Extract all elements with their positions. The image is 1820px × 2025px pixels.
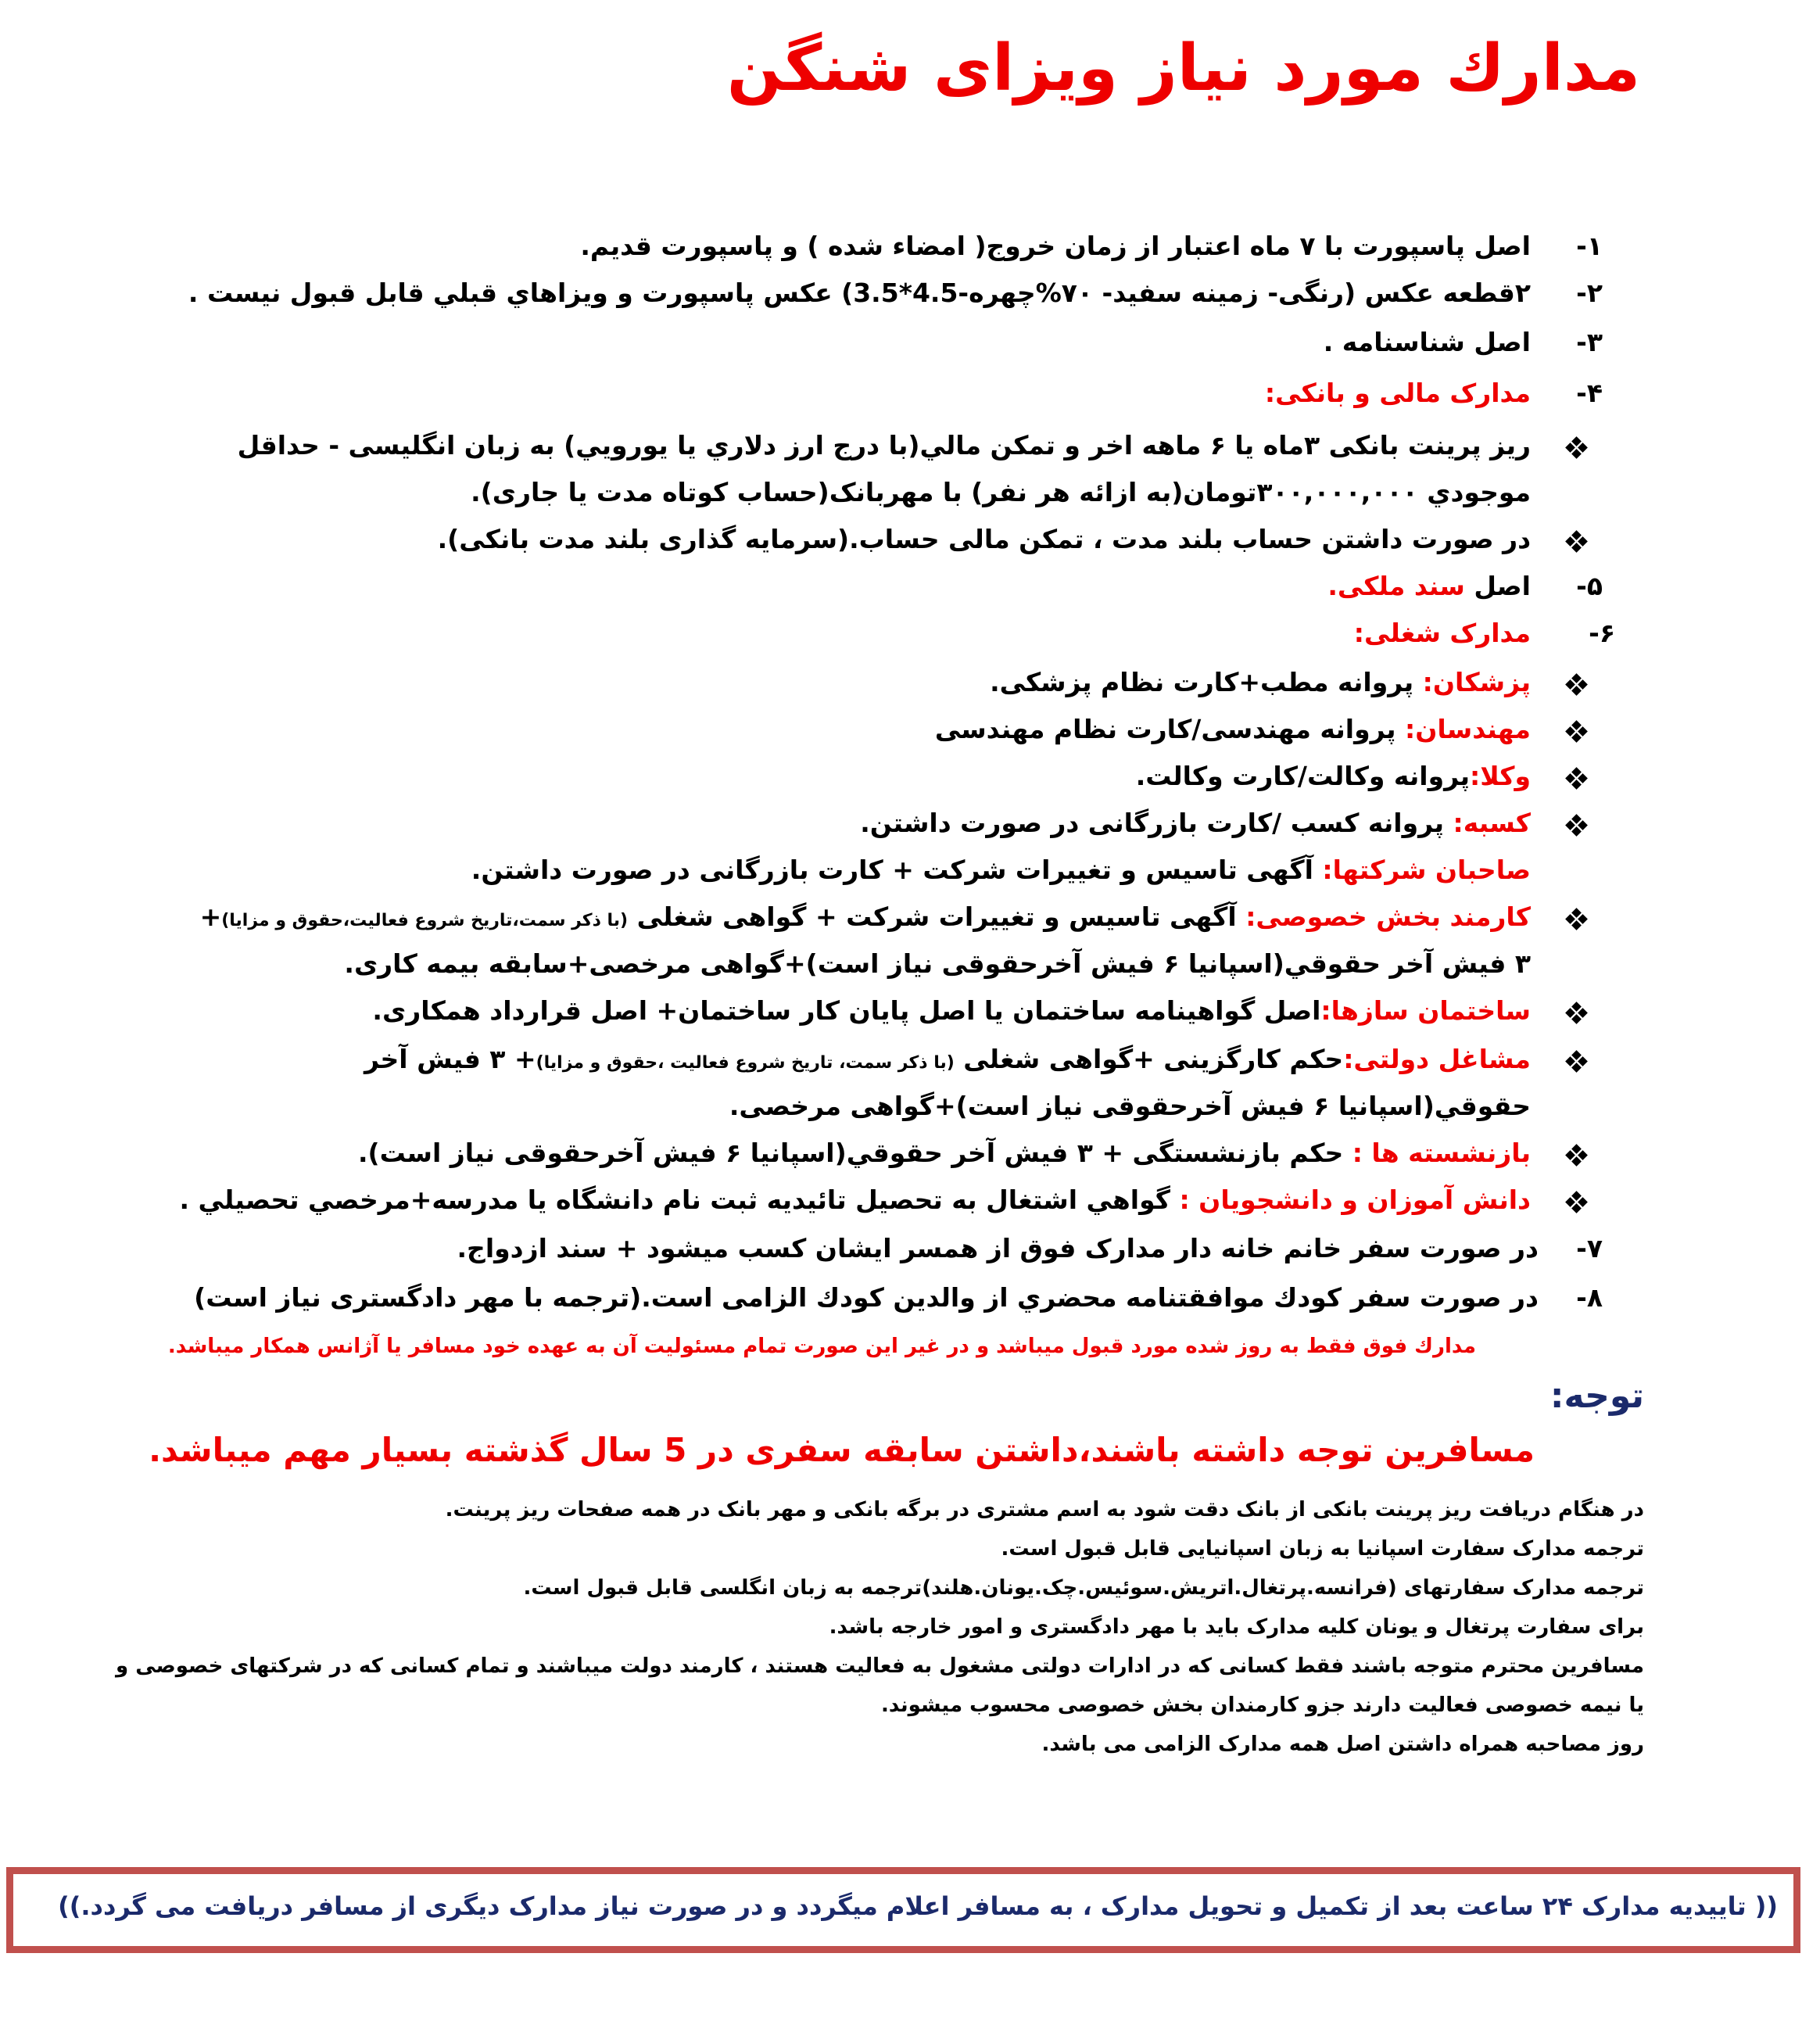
occupation-text: آگهی تاسيس و تغييرات شرکت + کارت بازرگانی در صورت داشتن. <box>471 855 1323 885</box>
note-line: ترجمه مدارک سفارت اسپانيا به زبان اسپانيايی قابل قبول است. <box>1001 1537 1644 1561</box>
occupation-label: کسبه: <box>1453 808 1531 838</box>
occupation-detail: (با ذکر سمت،تاریخ شروع فعالیت،حقوق و مزايا) <box>221 911 629 930</box>
occupation-text: گواهي اشتغال به تحصيل تائيديه ثبت نام دانشگاه يا مدرسه+مرخصي تحصيلي . <box>179 1185 1180 1215</box>
note-label: توجه: <box>1550 1376 1644 1416</box>
occupation-company-owners <box>471 855 1531 886</box>
item-birth-certificate: اصل شناسنامه . <box>1323 327 1531 357</box>
occupation-text: پروانه وکالت/کارت وکالت. <box>1135 761 1471 791</box>
occupation-text: اصل گواهينامه ساختمان يا اصل پايان کار ساختمان+ اصل قرارداد همکاری. <box>372 995 1321 1026</box>
occupation-builders <box>372 995 1531 1027</box>
diamond-bullet-icon <box>1567 909 1587 930</box>
item-number: ۷- <box>1576 1233 1603 1263</box>
item-photos: ۲قطعه عکس (رنگی- زمینه سفید- ۷۰%چهره-4.5*3.5) عکس پاسپورت و ويزاهاي قبلي قابل قبول نيست . <box>188 278 1531 308</box>
item-property-deed-prefix: اصل <box>1464 571 1531 601</box>
occupation-label: ساختمان سازها: <box>1320 995 1531 1026</box>
note-headline: مسافرين توجه داشته باشند،داشتن سابقه سفری در 5 سال گذشته بسيار مهم ميباشد. <box>149 1431 1535 1469</box>
occupation-lawyers <box>1136 761 1531 792</box>
diamond-bullet-icon <box>1567 1003 1587 1023</box>
item-passport: اصل پاسپورت با ۷ ماه اعتبار از زمان خروج( امضاء شده ) و پاسپورت قديم. <box>580 231 1531 261</box>
section-heading-financial: مدارک مالی و بانکی: <box>1264 378 1531 408</box>
occupation-label: مهندسان: <box>1405 714 1531 744</box>
occupation-engineers <box>935 714 1531 745</box>
item-property-deed-highlight: سند ملکی. <box>1327 571 1465 601</box>
item-child: در صورت سفر کودك موافقتنامه محضري از والدين کودك الزامی است.(ترجمه با مهر دادگستری نياز است) <box>194 1282 1539 1313</box>
diamond-bullet-icon <box>1567 1052 1587 1072</box>
occupation-tail: + <box>199 901 222 932</box>
item-housewife: در صورت سفر خانم خانه دار مدارک فوق از همسر ايشان کسب ميشود + سند ازدواج. <box>457 1233 1539 1263</box>
occupation-text: آگهی تاسيس و تغييرات شرکت + گواهی شغلی <box>628 901 1246 932</box>
occupation-detail: (با ذکر سمت، تاریخ شروع فعالیت ،حقوق و مزايا) <box>536 1053 955 1073</box>
item-number: ۴- <box>1576 378 1603 408</box>
occupation-text: پروانه مطب+کارت نظام پزشکی. <box>990 667 1423 697</box>
note-line: ترجمه مدارک سفارتهای (فرانسه.پرتغال.اتريش.سوئيس.چک.يونان.هلند)ترجمه به زبان انگلسی قابل قبول است. <box>523 1576 1644 1600</box>
occupation-label: وکلا: <box>1470 761 1531 791</box>
validity-warning: مدارك فوق فقط به روز شده مورد قبول ميباشد و در غير اين صورت تمام مسئوليت آن به عهده خود مسافر يا آژانس همكار ميباشد. <box>167 1335 1476 1358</box>
item-number: ۳- <box>1576 327 1603 357</box>
occupation-label: مشاغل دولتی: <box>1343 1044 1531 1074</box>
note-line: در هنگام دريافت ريز پرينت بانکی از بانک دقت شود به اسم مشتری در برگه بانکی و مهر بانک در همه صفحات ريز پرينت. <box>445 1498 1644 1521</box>
diamond-bullet-icon <box>1567 769 1587 789</box>
note-line: روز مصاحبه همراه داشتن اصل همه مدارک الزامی می باشد. <box>1041 1733 1644 1756</box>
diamond-bullet-icon <box>1567 532 1587 552</box>
section-heading-occupation: مدارک شغلی: <box>1353 618 1531 648</box>
occupation-government-line2: حقوقي(اسپانيا ۶ فيش آخرحقوقی نياز است)+گواهی مرخصی. <box>729 1091 1531 1121</box>
occupation-merchants <box>860 808 1531 839</box>
financial-bank-statement-line2: موجودي ۳۰۰,۰۰۰,۰۰۰تومان(به ازائه هر نفر) با مهربانک(حساب کوتاه مدت يا جاری). <box>471 477 1531 507</box>
occupation-text: پروانه کسب /کارت بازرگانی در صورت داشتن. <box>860 808 1453 838</box>
page-title: مدارك مورد نياز ويزای شنگن <box>726 31 1640 106</box>
item-number: ۱- <box>1576 231 1603 261</box>
item-number: ۲- <box>1576 278 1603 308</box>
occupation-label: کارمند بخش خصوصی: <box>1245 901 1531 932</box>
diamond-bullet-icon <box>1567 722 1587 742</box>
diamond-bullet-icon <box>1567 815 1587 836</box>
occupation-label: دانش آموزان و دانشجويان : <box>1179 1185 1531 1215</box>
item-property-deed <box>1327 571 1531 602</box>
item-number: ۶- <box>1589 618 1615 648</box>
occupation-tail: + ۳ فيش آخر <box>364 1044 536 1074</box>
financial-bank-statement-line1: ريز پرينت بانکی ۳ماه يا ۶ ماهه اخر و تمکن مالي(با درج ارز دلاري يا يورويي) به زبان انگليسی - حداقل <box>237 430 1531 461</box>
occupation-label: پزشکان: <box>1422 667 1531 697</box>
diamond-bullet-icon <box>1567 1192 1587 1213</box>
diamond-bullet-icon <box>1567 675 1587 695</box>
occupation-label: صاحبان شرکتها: <box>1322 855 1531 885</box>
diamond-bullet-icon <box>1567 1145 1587 1166</box>
occupation-government-line1 <box>364 1044 1531 1079</box>
occupation-students <box>180 1185 1531 1216</box>
occupation-text: پروانه مهندسی/کارت نظام مهندسی <box>934 714 1406 744</box>
item-number: ۸- <box>1576 1282 1603 1313</box>
occupation-private-employee-line2: ۳ فيش آخر حقوقي(اسپانيا ۶ فيش آخرحقوقی نياز است)+گواهی مرخصی+سابقه بيمه کاری. <box>344 948 1531 979</box>
note-line: برای سفارت پرتغال و يونان کليه مدارک بايد با مهر دادگستری و امور خارجه باشد. <box>829 1615 1644 1639</box>
occupation-text: حکم بازنشستگی + ۳ فيش آخر حقوقي(اسپانيا ۶ فيش آخرحقوقی نياز است). <box>358 1138 1352 1168</box>
occupation-label: بازنشسته ها : <box>1352 1138 1531 1168</box>
confirmation-notice-text: (( تاييديه مدارک ۲۴ ساعت بعد از تکميل و تحويل مدارک ، به مسافر اعلام ميگردد و در صورت نياز مدارک ديگری از مسافر دريافت می گردد.)) <box>58 1891 1778 1921</box>
note-line: مسافرين محترم متوجه باشند فقط کسانی که در ادارات دولتی مشغول به فعاليت هستند ، کارمند دولت ميباشند و تمام کسانی که در شرکتهای خصوصی و <box>116 1654 1644 1678</box>
occupation-private-employee-line1 <box>200 901 1531 937</box>
financial-long-term-account: در صورت داشتن حساب بلند مدت ، تمکن مالی حساب.(سرمايه گذاری بلند مدت بانکی). <box>437 524 1531 554</box>
item-number: ۵- <box>1576 571 1603 601</box>
occupation-doctors <box>990 667 1531 698</box>
occupation-retirees <box>358 1138 1531 1169</box>
occupation-text: حکم کارگزينی +گواهی شغلی <box>954 1044 1344 1074</box>
confirmation-notice-box <box>6 1867 1800 1953</box>
note-line: يا نيمه خصوصی فعاليت دارند جزو کارمندان بخش خصوصی محسوب ميشوند. <box>880 1693 1644 1717</box>
diamond-bullet-icon <box>1567 438 1587 458</box>
